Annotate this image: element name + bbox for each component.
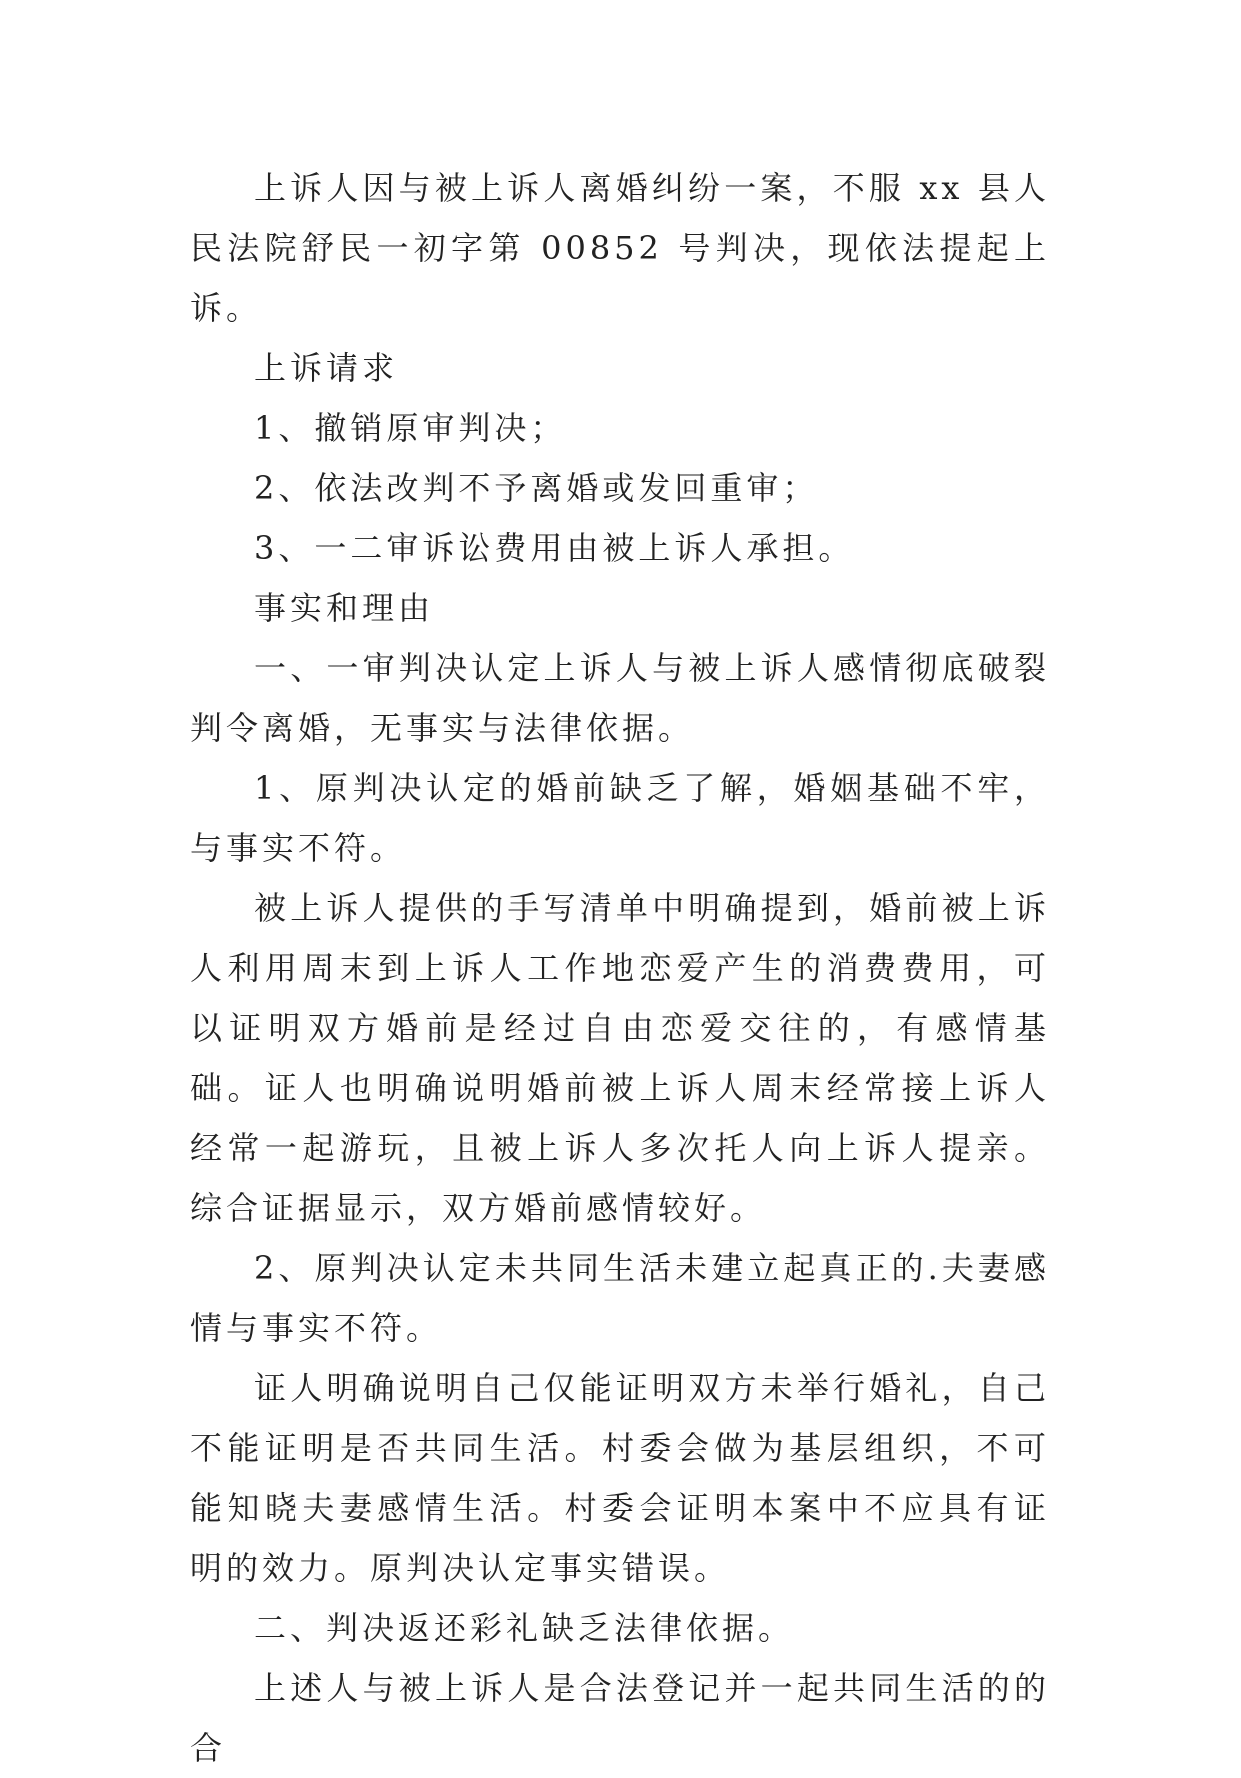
paragraph-reason-2-body: 上述人与被上诉人是合法登记并一起共同生活的的合 — [190, 1669, 1050, 1767]
paragraph-reason-1-point-2: 2、原判决认定未共同生活未建立起真正的.夫妻感情与事实不符。 — [190, 1249, 1050, 1347]
paragraph-evidence-2: 证人明确说明自己仅能证明双方未举行婚礼，自己不能证明是否共同生活。村委会做为基层组织，不可能知晓夫妻感情生活。村委会证明本案中不应具有证明的效力。原判决认定事实错误。 — [190, 1369, 1050, 1587]
paragraph-reason-2: 二、判决返还彩礼缺乏法律依据。 — [254, 1609, 795, 1647]
heading-appeal-requests: 上诉请求 — [254, 349, 399, 387]
heading-facts-and-reasons: 事实和理由 — [254, 589, 435, 627]
paragraph-reason-1: 一、一审判决认定上诉人与被上诉人感情彻底破裂判令离婚，无事实与法律依据。 — [190, 649, 1050, 747]
paragraph-evidence-1: 被上诉人提供的手写清单中明确提到，婚前被上诉人利用周末到上诉人工作地恋爱产生的消费费用，可以证明双方婚前是经过自由恋爱交往的，有感情基础。证人也明确说明婚前被上诉人周末经常接上诉人经常一起游玩，且被上诉人多次托人向上诉人提亲。综合证据显示，双方婚前感情较好。 — [190, 889, 1050, 1227]
document-body — [190, 158, 1050, 1778]
paragraph-reason-1-point-1: 1、原判决认定的婚前缺乏了解，婚姻基础不牢，与事实不符。 — [190, 769, 1050, 867]
list-item-request-2: 2、依法改判不予离婚或发回重审； — [254, 469, 819, 507]
list-item-request-3: 3、一二审诉讼费用由被上诉人承担。 — [254, 529, 855, 567]
list-item-request-1: 1、撤销原审判决； — [254, 409, 567, 447]
paragraph-appeal-intro: 上诉人因与被上诉人离婚纠纷一案，不服 xx 县人民法院舒民一初字第 00852 号判决，现依法提起上诉。 — [190, 169, 1050, 327]
